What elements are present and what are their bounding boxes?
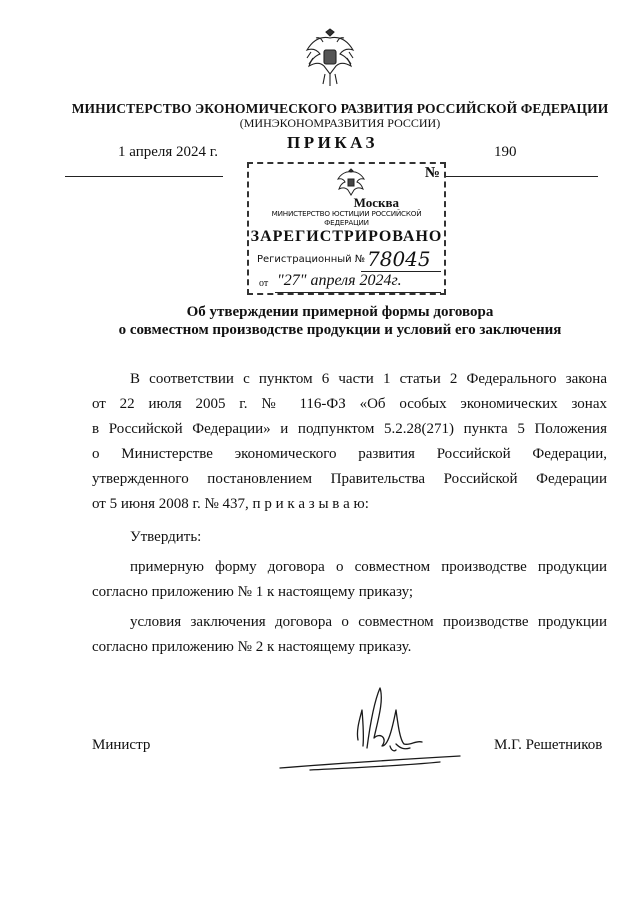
signatory-position: Министр [92,737,151,753]
preamble-line: от 22 июля 2005 г. № 116-ФЗ «Об особых экономических зонах [92,396,607,412]
preamble-line: в Российской Федерации» и подпунктом 5.2.28(271) пункта 5 Положения [92,421,607,437]
stamp-registered: ЗАРЕГИСТРИРОВАНО [250,228,443,245]
preamble-line: утвержденного постановлением Правительства Российской Федерации [92,471,607,487]
stamp-date: "27" апреля 2024г. [277,272,402,289]
order-number: 190 [494,144,517,160]
stamp-date-underline [275,292,441,293]
stamp-date-prefix: от [259,278,269,289]
stamp-registration-label: Регистрационный № [257,254,366,265]
registration-stamp [247,162,446,295]
ministry-short-name: (МИНЭКОНОМРАЗВИТИЯ РОССИИ) [239,116,441,130]
signature-icon [270,680,470,775]
preamble-last-line: от 5 июня 2008 г. № 437, п р и к а з ы в а ю: [92,496,369,512]
stamp-city: Москва [353,195,399,210]
number-underline [446,176,598,177]
stamp-number-sign: № [424,165,440,181]
item-2-line: условия заключения договора о совместном производстве продукции [130,614,607,630]
order-date: 1 апреля 2024 г. [118,144,218,160]
item-1-line: согласно приложению № 1 к настоящему приказу; [92,584,414,600]
approve-clause: Утвердить: [130,529,202,545]
item-1-line: примерную форму договора о совместном производстве продукции [130,559,607,575]
preamble-line: о Министерстве экономического развития Российской Федерации, [92,446,607,462]
order-subject [60,303,620,339]
order-body [92,367,607,660]
order-subject-line-1: Об утверждении примерной формы договора [186,304,494,320]
signatory-name: М.Г. Решетников [494,737,603,753]
ministry-name: МИНИСТЕРСТВО ЭКОНОМИЧЕСКОГО РАЗВИТИЯ РОССИЙСКОЙ ФЕДЕРАЦИИ [71,101,609,116]
order-subject-line-2: о совместном производстве продукции и условий его заключения [118,322,562,338]
stamp-ministry: МИНИСТЕРСТВО ЮСТИЦИИ РОССИЙСКОЙ ФЕДЕРАЦИИ [271,209,422,227]
coat-of-arms-icon [303,28,357,88]
stamp-registration-number: 78045 [367,247,431,271]
document-title: ПРИКАЗ [287,133,378,152]
item-2-line: согласно приложению № 2 к настоящему приказу. [92,639,412,655]
stamp-eagle-icon [336,168,366,198]
date-underline [65,176,223,177]
preamble-line: В соответствии с пунктом 6 части 1 статьи 2 Федерального закона [130,371,607,387]
